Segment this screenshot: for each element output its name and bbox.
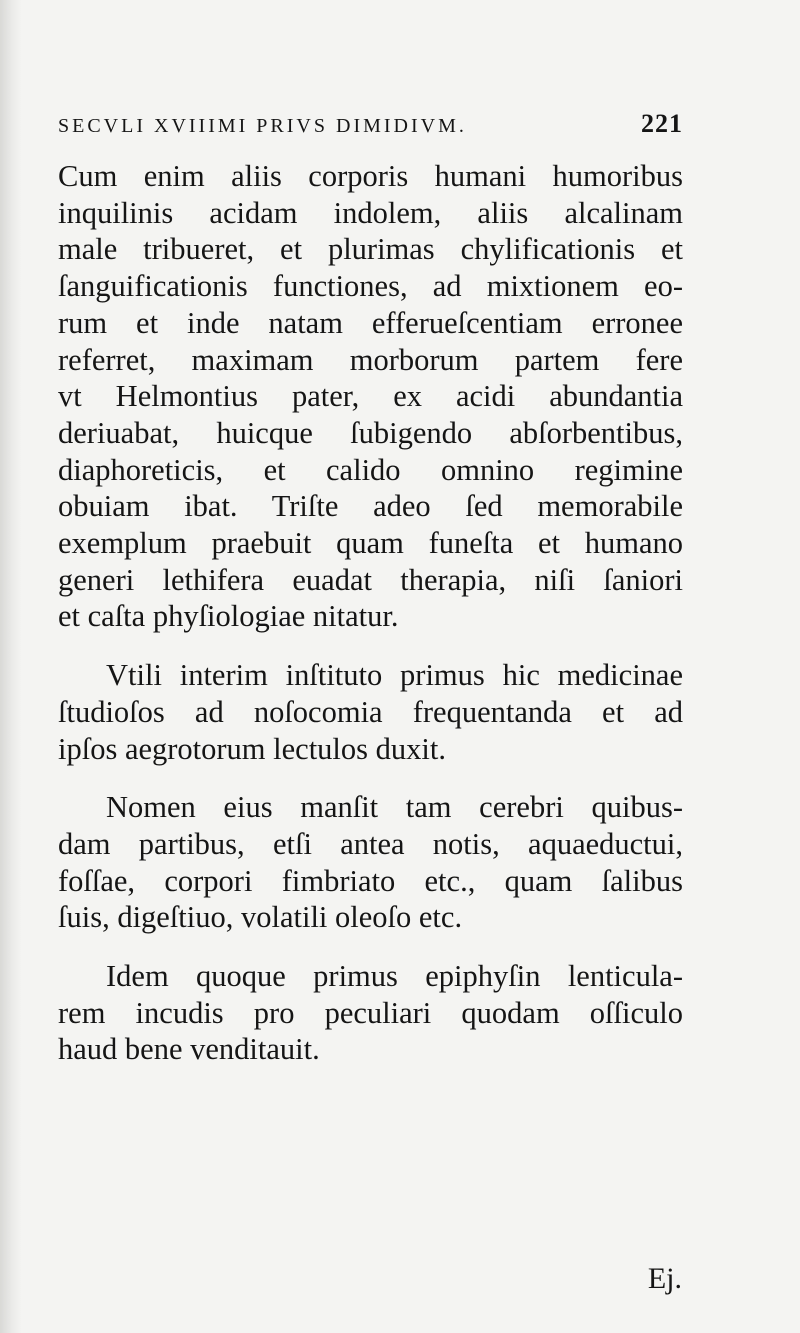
page-number: 221 xyxy=(641,109,683,138)
text-line: vt Helmontius pater, ex acidi abundantia xyxy=(58,379,683,414)
text-line: rem incudis pro peculiari quodam oſſiculo xyxy=(58,995,683,1030)
text-line: deriuabat, huicque ſubigendo abſorbentibus, xyxy=(58,415,683,450)
text-line: ſuis, digeſtiuo, volatili oleoſo etc. xyxy=(58,900,463,935)
paragraph-4 xyxy=(58,958,683,1068)
text-line: haud bene venditauit. xyxy=(58,1032,320,1067)
catchword: Ej. xyxy=(647,1262,682,1295)
text-line: inquilinis acidam indolem, aliis alcalinam xyxy=(58,195,683,230)
text-line: ſtudioſos ad noſocomia frequentanda et ad xyxy=(58,694,683,729)
text-line: obuiam ibat. Triſte adeo ſed memorabile xyxy=(58,489,683,524)
text-line: Idem quoque primus epiphyſin lenticula- xyxy=(106,959,683,994)
text-line: foſſae, corpori fimbriato etc., quam ſalibus xyxy=(58,863,683,898)
text-line: male tribueret, et plurimas chylificationis et xyxy=(58,232,683,267)
text-line: Vtili interim inſtituto primus hic medicinae xyxy=(106,658,683,693)
book-page xyxy=(58,104,683,1090)
text-line: Nomen eius manſit tam cerebri quibus- xyxy=(106,790,683,825)
text-line: referret, maximam morborum partem fere xyxy=(58,342,683,377)
text-line: exemplum praebuit quam funeſta et humano xyxy=(58,526,683,561)
text-line: diaphoreticis, et calido omnino regimine xyxy=(58,452,683,487)
running-title: SECVLI XVIIIMI PRIVS DIMIDIVM. xyxy=(58,115,467,137)
running-head xyxy=(58,104,683,144)
text-line: ſanguificationis functiones, ad mixtionem eo- xyxy=(58,269,683,304)
text-line: ipſos aegrotorum lectulos duxit. xyxy=(58,731,446,766)
text-line: generi lethifera euadat therapia, niſi ſaniori xyxy=(58,562,683,597)
text-line: et caſta phyſiologiae nitatur. xyxy=(58,599,399,634)
paragraph-2 xyxy=(58,657,683,767)
page-gutter-shadow xyxy=(0,0,22,1333)
text-line: rum et inde natam efferueſcentiam erronee xyxy=(58,305,683,340)
paragraph-3 xyxy=(58,789,683,936)
paragraph-1 xyxy=(58,158,683,635)
text-line: dam partibus, etſi antea notis, aquaeductui, xyxy=(58,826,683,861)
text-line: Cum enim aliis corporis humani humoribus xyxy=(58,159,683,193)
